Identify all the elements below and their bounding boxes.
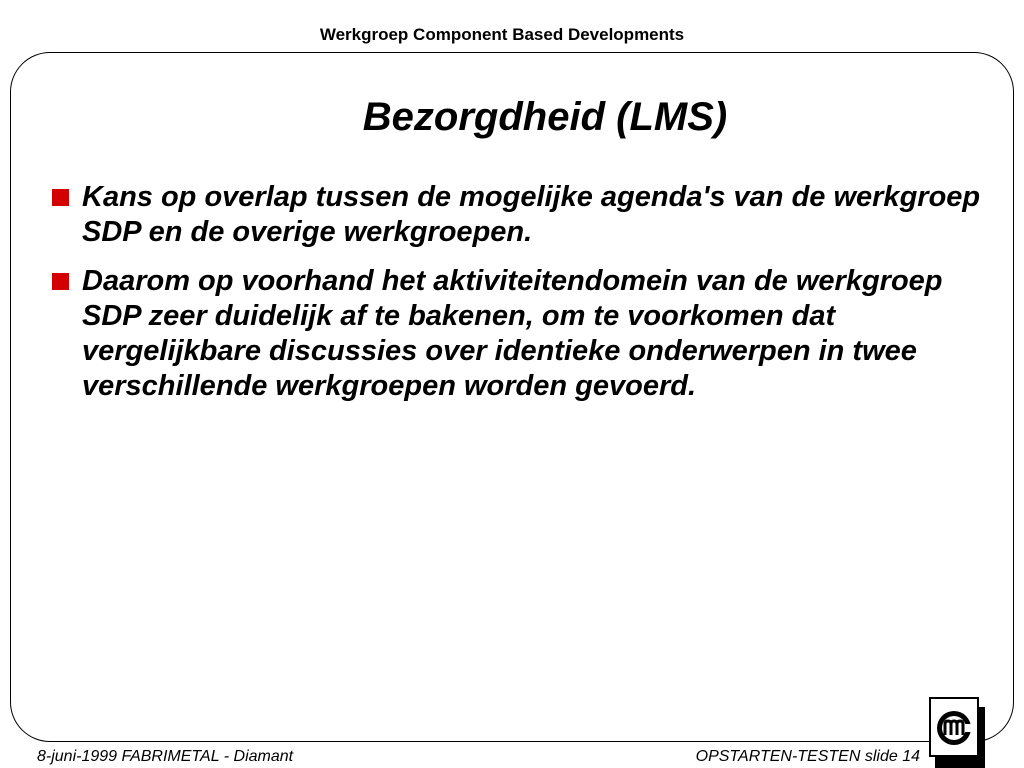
bullet-text: Kans op overlap tussen de mogelijke agenda's van de werkgroep SDP en de overige werkgroepen. bbox=[82, 181, 981, 248]
footer-slide-number: OPSTARTEN-TESTEN slide 14 bbox=[695, 748, 920, 765]
slide-title: Bezorgdheid (LMS) bbox=[362, 95, 728, 139]
bullet-item bbox=[52, 264, 982, 404]
bullet-item bbox=[52, 180, 982, 250]
footer-date-organization: 8-juni-1999 FABRIMETAL - Diamant bbox=[37, 748, 294, 765]
company-logo-icon bbox=[929, 697, 985, 768]
bullet-square-icon bbox=[52, 273, 69, 290]
bullet-square-icon bbox=[52, 189, 69, 206]
bullet-text: Daarom op voorhand het aktiviteitendomein van de werkgroep SDP zeer duidelijk af te bakenen, om te voorkomen dat vergelijkbare discussies over identieke onderwerpen in twee verschillende werkgroepen worden gevoerd. bbox=[82, 265, 943, 402]
slide-header: Werkgroep Component Based Developments bbox=[319, 25, 685, 44]
bullet-list bbox=[52, 180, 982, 418]
